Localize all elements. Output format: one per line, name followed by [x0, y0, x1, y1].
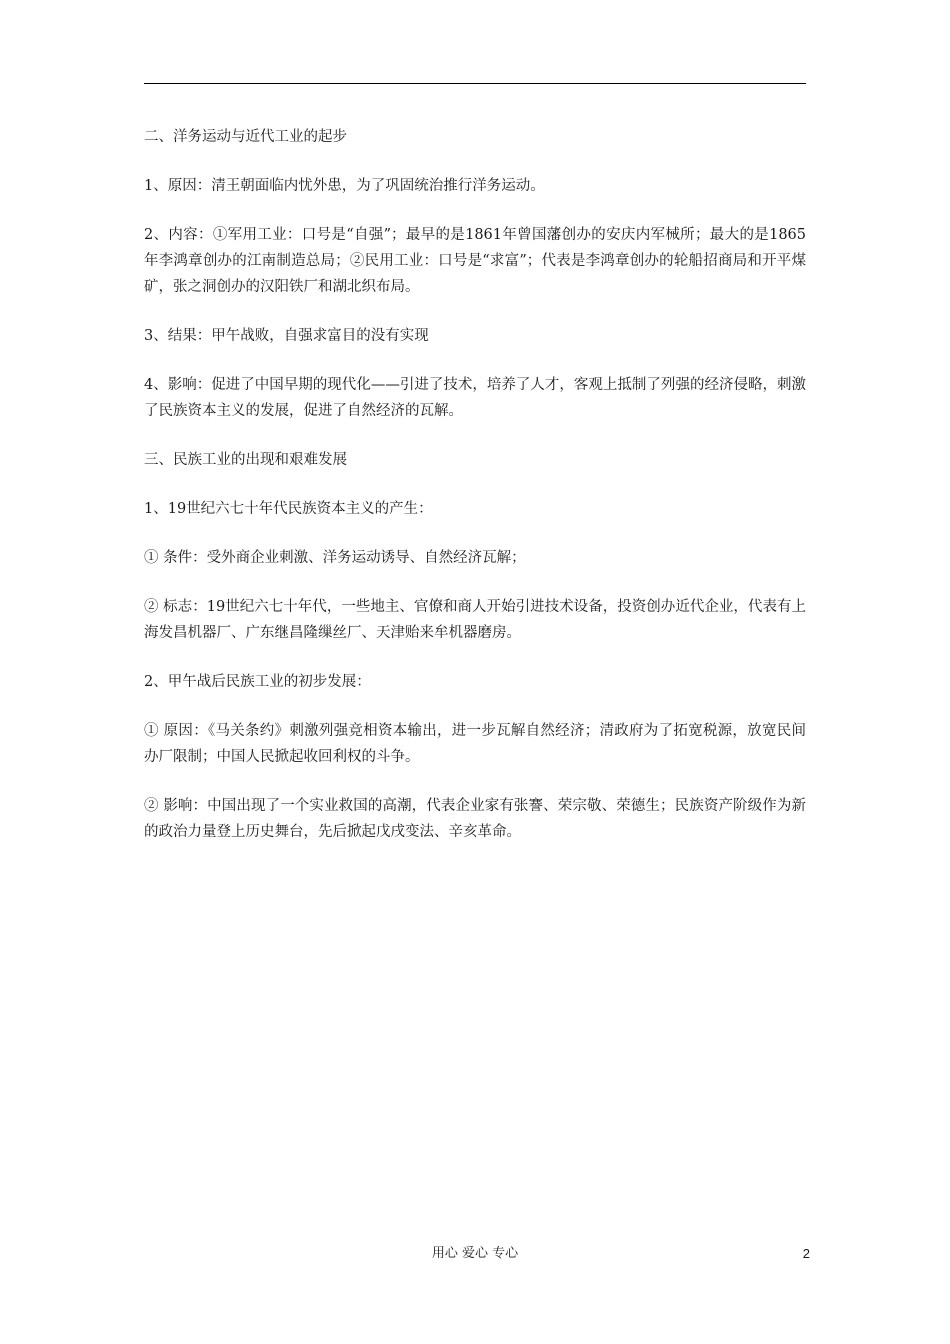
- paragraph-cause: 1、原因：清王朝面临内忧外患，为了巩固统治推行洋务运动。: [144, 178, 545, 194]
- paragraph-postwar-impact: ② 影响：中国出现了一个实业救国的高潮，代表企业家有张謇、荣宗敬、荣德生；民族资产阶级作为新的政治力量登上历史舞台，先后掀起戊戌变法、辛亥革命。: [144, 798, 806, 840]
- section-heading-national-industry: 三、民族工业的出现和艰难发展: [144, 452, 347, 468]
- paragraph-markers: ② 标志：19世纪六七十年代，一些地主、官僚和商人开始引进技术设备，投资创办近代企业，代表有上海发昌机器厂、广东继昌隆缫丝厂、天津贻来牟机器磨房。: [144, 599, 806, 641]
- paragraph-origin-heading: 1、19世纪六七十年代民族资本主义的产生：: [144, 501, 433, 517]
- paragraph-impact: 4、影响：促进了中国早期的现代化——引进了技术，培养了人才，客观上抵制了列强的经济侵略，刺激了民族资本主义的发展，促进了自然经济的瓦解。: [144, 377, 806, 419]
- paragraph-conditions: ① 条件：受外商企业刺激、洋务运动诱导、自然经济瓦解；: [144, 550, 526, 566]
- document-body: [144, 124, 806, 868]
- section-heading-westernization: 二、洋务运动与近代工业的起步: [144, 129, 347, 145]
- paragraph-postwar-causes: ① 原因：《马关条约》刺激列强竞相资本输出，进一步瓦解自然经济；清政府为了拓宽税源，放宽民间办厂限制；中国人民掀起收回利权的斗争。: [144, 723, 806, 765]
- paragraph-result: 3、结果：甲午战败，自强求富目的没有实现: [144, 328, 429, 344]
- footer-motto: 用心 爱心 专心: [431, 1246, 519, 1261]
- header-rule: [144, 83, 806, 84]
- page-number: 2: [802, 1246, 810, 1261]
- paragraph-postwar-heading: 2、甲午战后民族工业的初步发展：: [144, 674, 371, 690]
- paragraph-content: 2、内容：①军用工业：口号是“自强”；最早的是1861年曾国藩创办的安庆内军械所；最大的是1865年李鸿章创办的江南制造总局；②民用工业：口号是“求富”；代表是李鸿章创办的轮船招商局和开平煤矿，张之洞创办的汉阳铁厂和湖北织布局。: [144, 227, 806, 295]
